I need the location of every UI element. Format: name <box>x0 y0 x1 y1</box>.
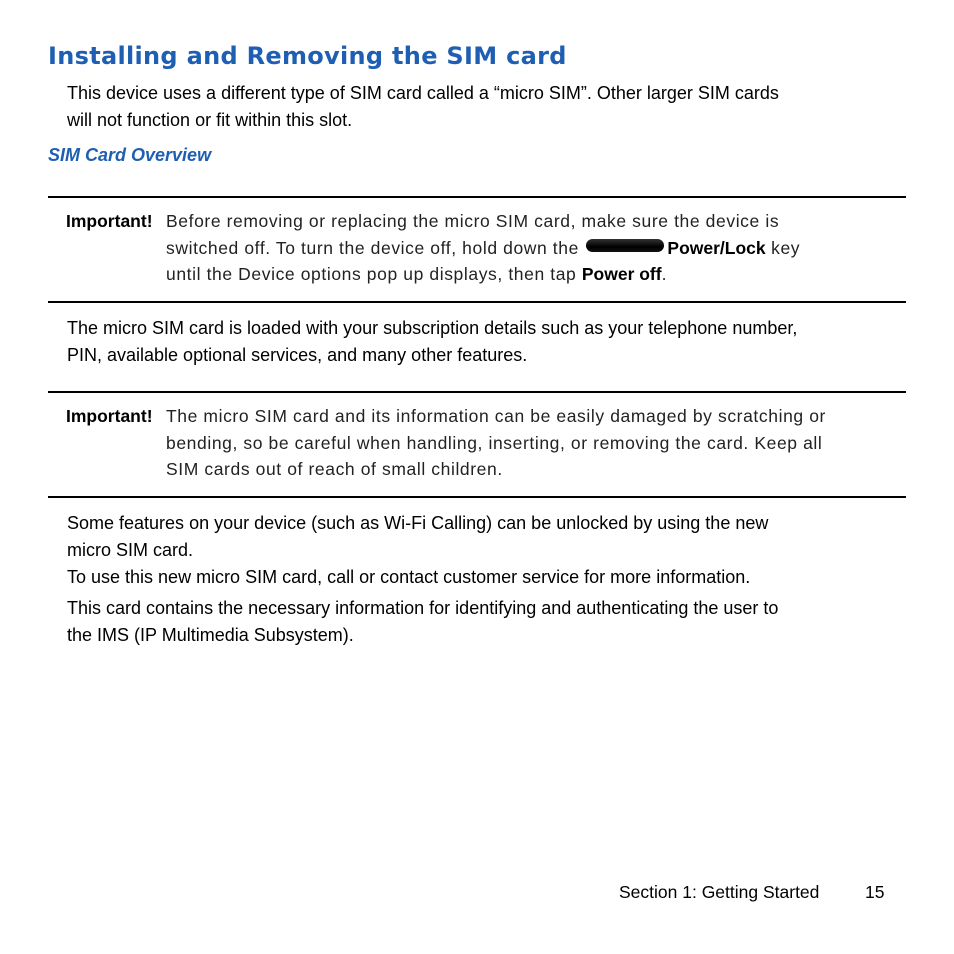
subscription-line-1: The micro SIM card is loaded with your subscription details such as your telephone number, <box>67 318 798 338</box>
features-paragraph <box>67 510 768 564</box>
page-title: Installing and Removing the SIM card <box>48 42 567 70</box>
important-note-body <box>166 403 896 483</box>
note-line-2: bending, so be careful when handling, inserting, or removing the card. Keep all <box>166 432 823 453</box>
intro-paragraph <box>67 80 779 134</box>
important-note-body <box>166 208 896 288</box>
intro-line-1: This device uses a different type of SIM card called a “micro SIM”. Other larger SIM cards <box>67 83 779 103</box>
intro-line-2: will not function or fit within this slot. <box>67 110 353 130</box>
power-off-action: Power off <box>581 264 662 284</box>
note-top-rule <box>48 196 906 198</box>
footer-page-number: 15 <box>865 882 885 902</box>
ims-line-2: the IMS (IP Multimedia Subsystem). <box>67 625 354 645</box>
note-line-3: until the Device options pop up displays, then tap Power off. <box>166 264 668 284</box>
power-lock-key-icon <box>586 239 664 252</box>
features-line-2: micro SIM card. <box>67 540 194 560</box>
subscription-paragraph <box>67 315 797 369</box>
footer-section-label: Section 1: Getting Started <box>619 882 820 902</box>
section-subheading: SIM Card Overview <box>48 145 212 165</box>
important-label: Important! <box>66 406 153 426</box>
power-lock-key-name: Power/Lock <box>667 237 766 258</box>
note-line-1: The micro SIM card and its information can be easily damaged by scratching or <box>166 406 826 426</box>
subscription-line-2: PIN, available optional services, and many other features. <box>67 345 528 365</box>
note-bottom-rule <box>48 301 906 303</box>
note-line-3: SIM cards out of reach of small children. <box>166 459 503 479</box>
ims-paragraph <box>67 595 778 649</box>
note-line-2: switched off. To turn the device off, hold down the Power/Lock key <box>166 237 801 258</box>
features-line-1: Some features on your device (such as Wi-Fi Calling) can be unlocked by using the new <box>67 513 769 533</box>
important-label: Important! <box>66 211 153 231</box>
ims-line-1: This card contains the necessary information for identifying and authenticating the user to <box>67 598 779 618</box>
note-line-1: Before removing or replacing the micro SIM card, make sure the device is <box>166 211 780 231</box>
customer-service-paragraph: To use this new micro SIM card, call or contact customer service for more information. <box>67 567 751 587</box>
note-top-rule <box>48 391 906 393</box>
note-bottom-rule <box>48 496 906 498</box>
